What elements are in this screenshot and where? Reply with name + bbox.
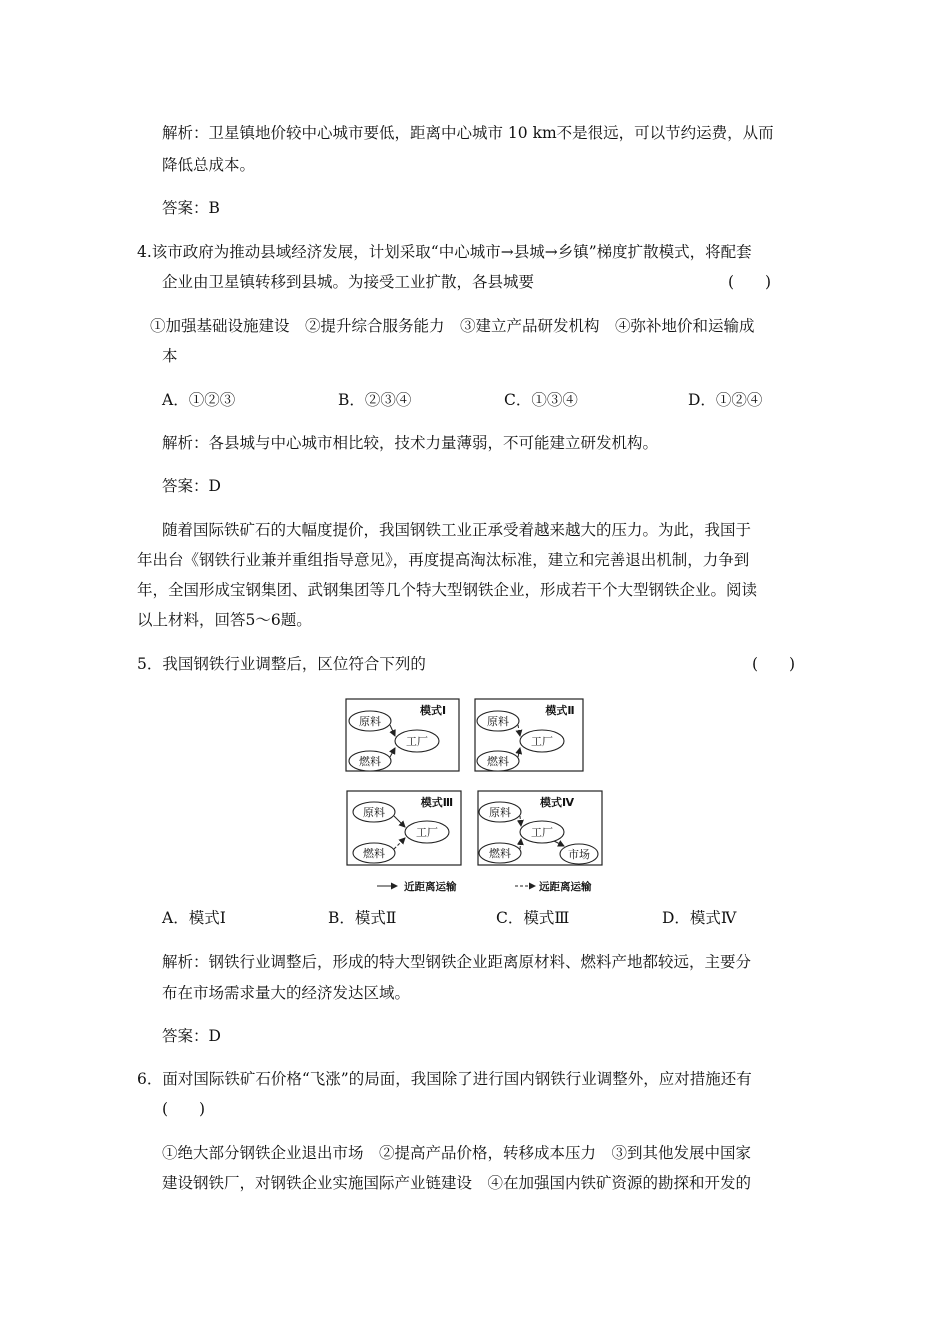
legend-near-label: 近距离运输 bbox=[404, 881, 457, 893]
q5-answer-paren: ( ) bbox=[752, 655, 796, 673]
mode3-factory-label: 工厂 bbox=[416, 826, 438, 839]
q4-items-line1: ①加强基础设施建设 ②提升综合服务能力 ③建立产品研发机构 ④弥补地价和运输成 bbox=[150, 317, 755, 335]
q4-option-b: B．②③④ bbox=[338, 391, 412, 409]
mode1-fuel-label: 燃料 bbox=[359, 755, 381, 768]
mode2-factory-label: 工厂 bbox=[531, 735, 553, 748]
q6-items-line1: ①绝大部分钢铁企业退出市场 ②提高产品价格，转移成本压力 ③到其他发展中国家 bbox=[162, 1144, 752, 1162]
q4-answer: 答案：D bbox=[162, 477, 221, 495]
mode1-raw-label: 原料 bbox=[359, 715, 381, 728]
q6-items-line2: 建设钢铁厂，对钢铁企业实施国际产业链建设 ④在加强国内铁矿资源的勘探和开发的 bbox=[162, 1174, 752, 1192]
q4-answer-paren: ( ) bbox=[728, 273, 772, 291]
material-line2: 年出台《钢铁行业兼并重组指导意见》，再度提高淘汰标准，建立和完善退出机制，力争到 bbox=[137, 551, 750, 569]
q5-analysis-line1: 解析：钢铁行业调整后，形成的特大型钢铁企业距离原材料、燃料产地都较远，主要分 bbox=[162, 953, 752, 971]
q4-stem-line1: 4.该市政府为推动县域经济发展，计划采取“中心城市→县城→乡镇”梯度扩散模式，将配套 bbox=[137, 243, 752, 261]
q5-stem: 5．我国钢铁行业调整后，区位符合下列的 bbox=[137, 655, 426, 673]
q4-option-c: C．①③④ bbox=[504, 391, 578, 409]
mode4-label: 模式Ⅳ bbox=[539, 796, 575, 809]
mode2-raw-label: 原料 bbox=[487, 715, 509, 728]
q4-stem-line2: 企业由卫星镇转移到县城。为接受工业扩散，各县城要 bbox=[162, 273, 535, 291]
q3-analysis-line2: 降低总成本。 bbox=[162, 156, 256, 174]
material-line3: 年，全国形成宝钢集团、武钢集团等几个特大型钢铁企业，形成若干个大型钢铁企业。阅读 bbox=[137, 581, 758, 599]
mode4-fuel-label: 燃料 bbox=[489, 847, 511, 860]
mode4-market-label: 市场 bbox=[568, 848, 590, 861]
location-mode-diagram bbox=[342, 696, 612, 901]
legend-far-label: 远距离运输 bbox=[539, 881, 592, 893]
mode1-label: 模式Ⅰ bbox=[419, 704, 447, 717]
mode3-fuel-label: 燃料 bbox=[363, 847, 385, 860]
mode3-label: 模式Ⅲ bbox=[420, 796, 454, 809]
q6-stem-line1: 6．面对国际铁矿石价格“飞涨”的局面，我国除了进行国内钢铁行业调整外，应对措施还有 bbox=[137, 1070, 752, 1088]
q5-option-d: D．模式Ⅳ bbox=[662, 909, 737, 927]
q4-option-d: D．①②④ bbox=[688, 391, 763, 409]
q5-option-b: B．模式Ⅱ bbox=[328, 909, 397, 927]
q3-answer: 答案：B bbox=[162, 199, 220, 217]
q5-option-a: A．模式Ⅰ bbox=[162, 909, 226, 927]
q4-option-a: A．①②③ bbox=[162, 391, 236, 409]
q3-analysis-line1: 解析：卫星镇地价较中心城市要低，距离中心城市 10 km不是很远，可以节约运费，从而 bbox=[162, 124, 774, 142]
q4-analysis: 解析：各县城与中心城市相比较，技术力量薄弱，不可能建立研发机构。 bbox=[162, 434, 659, 452]
mode2-label: 模式Ⅱ bbox=[545, 704, 575, 717]
q5-answer: 答案：D bbox=[162, 1027, 221, 1045]
mode2-fuel-label: 燃料 bbox=[487, 755, 509, 768]
material-line4: 以上材料，回答5～6题。 bbox=[137, 611, 312, 629]
q4-items-line2: 本 bbox=[162, 347, 178, 365]
q5-analysis-line2: 布在市场需求量大的经济发达区域。 bbox=[162, 984, 411, 1002]
mode3-raw-label: 原料 bbox=[363, 806, 385, 819]
mode4-factory-label: 工厂 bbox=[531, 826, 553, 839]
mode1-factory-label: 工厂 bbox=[406, 735, 428, 748]
q5-option-c: C．模式Ⅲ bbox=[496, 909, 570, 927]
q6-stem-line2: ( ) bbox=[162, 1100, 206, 1118]
mode4-raw-label: 原料 bbox=[489, 806, 511, 819]
material-line1: 随着国际铁矿石的大幅度提价，我国钢铁工业正承受着越来越大的压力。为此，我国于 bbox=[162, 521, 752, 539]
